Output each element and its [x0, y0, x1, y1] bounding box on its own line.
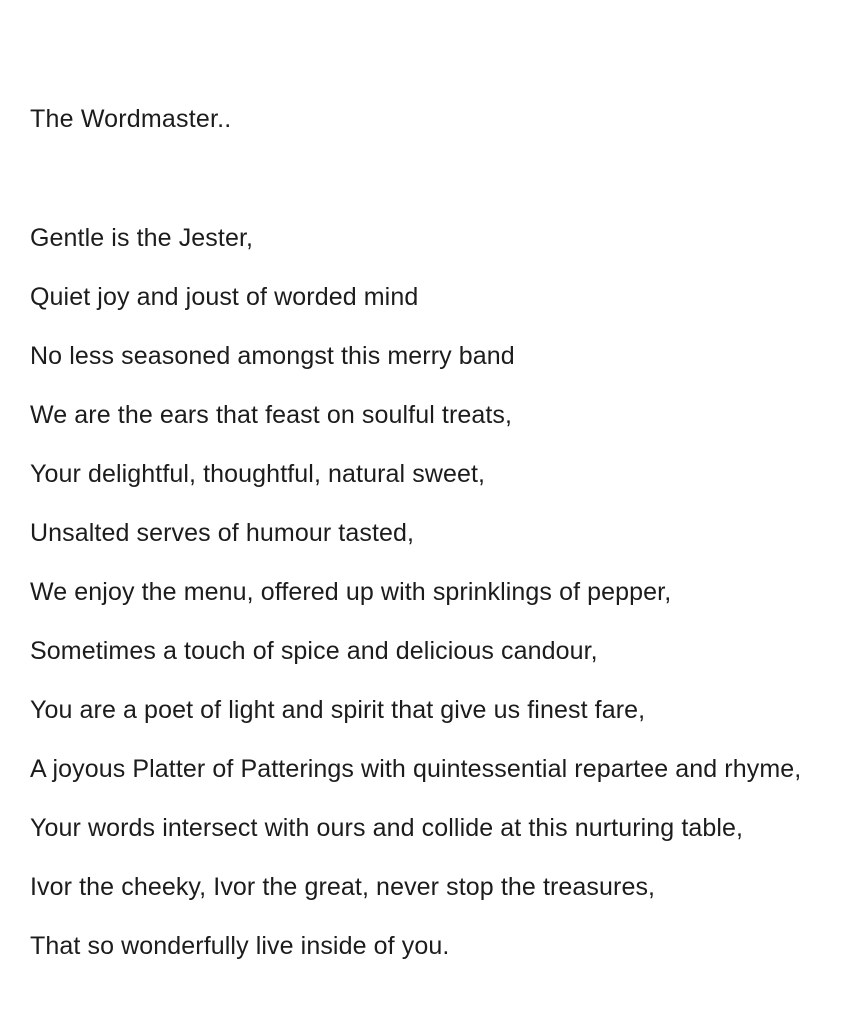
poem-line: Unsalted serves of humour tasted, — [30, 519, 415, 547]
poem-line: No less seasoned amongst this merry band — [30, 342, 515, 370]
poem-line: Ivor the cheeky, Ivor the great, never stop the treasures, — [30, 873, 656, 901]
poem-line: You are a poet of light and spirit that give us finest fare, — [30, 696, 646, 724]
poem-line: Gentle is the Jester, — [30, 224, 254, 252]
poem-title: The Wordmaster.. — [30, 105, 232, 133]
poem-line: That so wonderfully live inside of you. — [30, 932, 450, 960]
poem-line: Sometimes a touch of spice and delicious candour, — [30, 637, 598, 665]
poem-line: Your delightful, thoughtful, natural sweet, — [30, 460, 486, 488]
poem-line: A joyous Platter of Patterings with quintessential repartee and rhyme, — [30, 755, 802, 783]
poem-line: Quiet joy and joust of worded mind — [30, 283, 419, 311]
poem-line: We are the ears that feast on soulful treats, — [30, 401, 513, 429]
poem-line: We enjoy the menu, offered up with sprinklings of pepper, — [30, 578, 672, 606]
poem-line: Your words intersect with ours and collide at this nurturing table, — [30, 814, 744, 842]
